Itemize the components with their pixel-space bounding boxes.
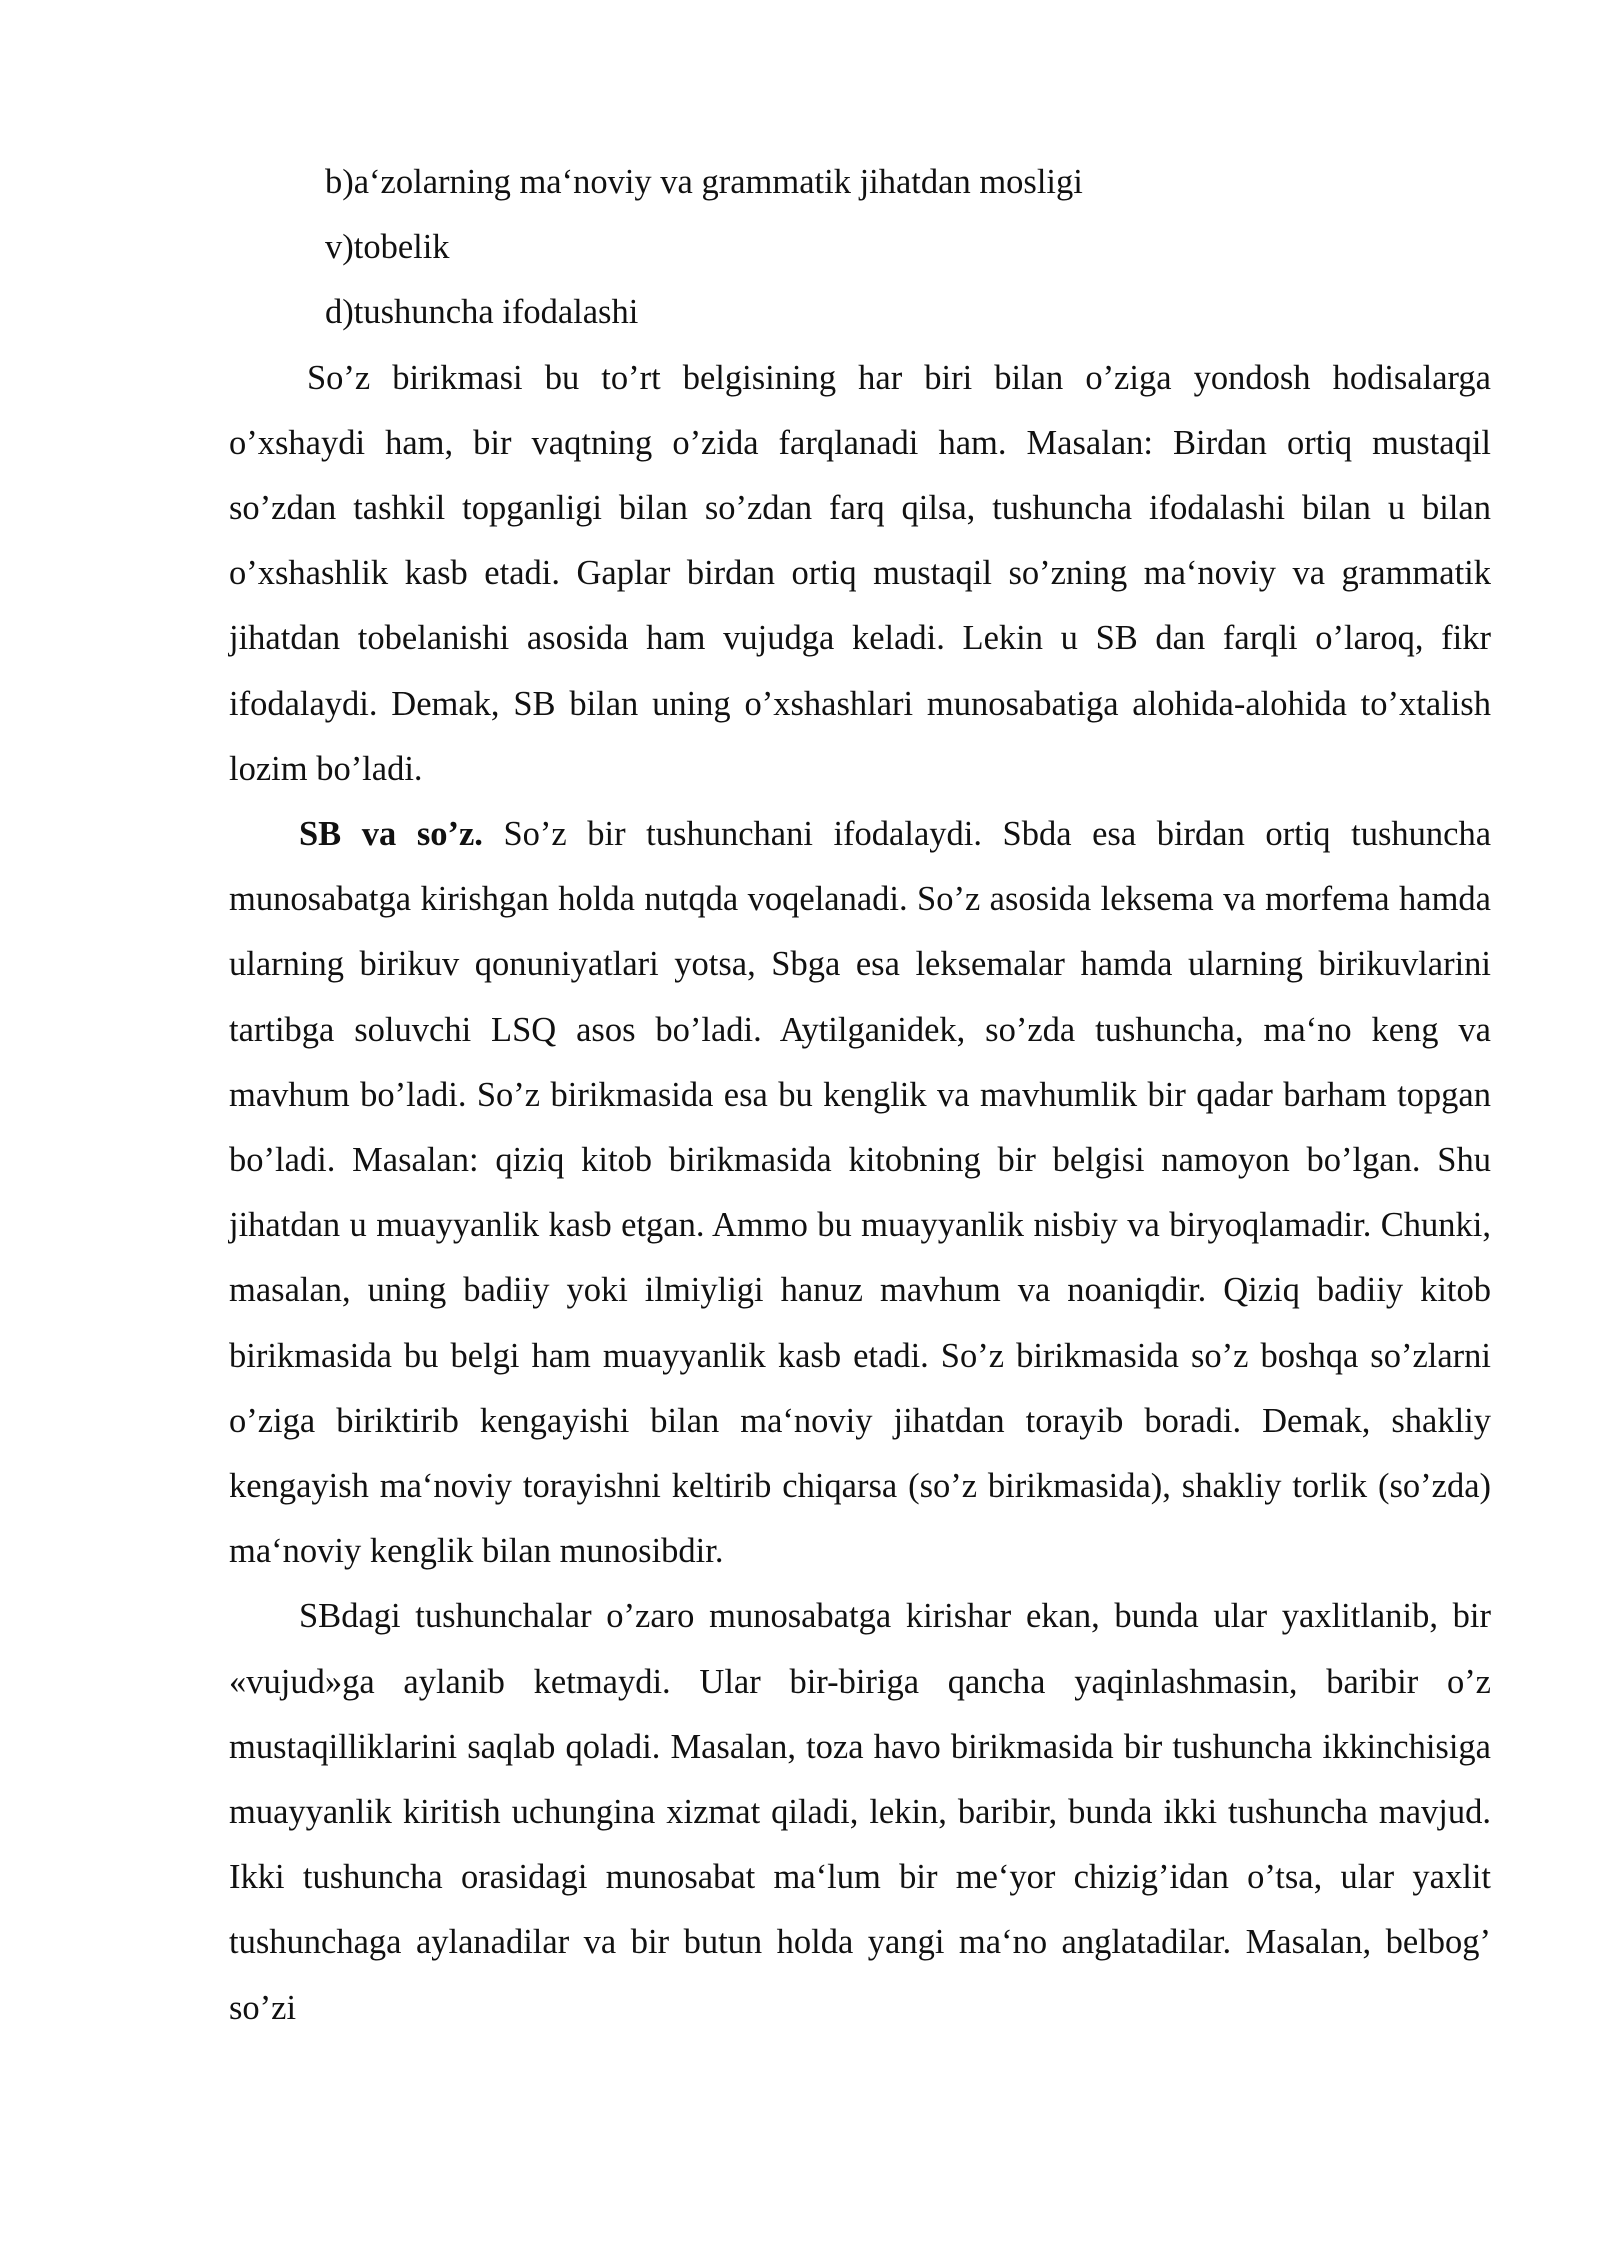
document-page <box>229 150 1491 2041</box>
paragraph-1: So’z birikmasi bu to’rt belgisining har biri bilan o’ziga yondosh hodisalarga o’xshaydi ham, bir vaqtning o’zida farqlanadi ham. Masalan: Birdan ortiq mustaqil so’zdan tashkil topganligi bilan so’zdan farq qilsa, tushuncha ifodalashi bilan u bilan o’xshashlik kasb etadi. Gaplar birdan ortiq mustaqil so’zning ma‘noviy va grammatik jihatdan tobelanishi asosida ham vujudga keladi. Lekin u SB dan farqli o’laroq, fikr ifodalaydi. Demak, SB bilan uning o’xshashlari munosabatiga alohida-alohida to’xtalish lozim bo’ladi. <box>229 358 1491 788</box>
paragraph-2-heading: SB va so’z. <box>299 815 483 854</box>
list-item-v: v)tobelik <box>325 228 450 267</box>
list-item-b: b)a‘zolarning ma‘noviy va grammatik jihatdan mosligi <box>325 163 1083 201</box>
paragraph-3: SBdagi tushunchalar o’zaro munosabatga kirishar ekan, bunda ular yaxlitlanib, bir «vujud»ga aylanib ketmaydi. Ular bir-biriga qancha yaqinlashmasin, baribir o’z mustaqilliklarini saqlab qoladi. Masalan, toza havo birikmasida bir tushuncha ikkinchisiga muayyanlik kiritish uchungina xizmat qiladi, lekin, baribir, bunda ikki tushuncha mavjud. Ikki tushuncha orasidagi munosabat ma‘lum bir me‘yor chizig’idan o’tsa, ular yaxlit tushunchaga aylanadilar va bir butun holda yangi ma‘no anglatadilar. Masalan, belbog’ so’zi <box>229 1597 1491 2027</box>
paragraph-2-body: So’z bir tushunchani ifodalaydi. Sbda esa birdan ortiq tushuncha munosabatga kirishgan holda nutqda voqelanadi. So’z asosida leksema va morfema hamda ularning birikuv qonuniyatlari yotsa, Sbga esa leksemalar hamda ularning birikuvlarini tartibga soluvchi LSQ asos bo’ladi. Aytilganidek, so’zda tushuncha, ma‘no keng va mavhum bo’ladi. So’z birikmasida esa bu kenglik va mavhumlik bir qadar barham topgan bo’ladi. Masalan: qiziq kitob birikmasida kitobning bir belgisi namoyon bo’lgan. Shu jihatdan u muayyanlik kasb etgan. Ammo bu muayyanlik nisbiy va biryoqlamadir. Chunki, masalan, uning badiiy yoki ilmiyligi hanuz mavhum va noaniqdir. Qiziq badiiy kitob birikmasida bu belgi ham muayyanlik kasb etadi. So’z birikmasida so’z boshqa so’zlarni o’ziga biriktirib kengayishi bilan ma‘noviy jihatdan torayib boradi. Demak, shakliy kengayish ma‘noviy torayishni keltirib chiqarsa (so’z birikmasida), shakliy torlik (so’zda) ma‘noviy kenglik bilan munosibdir. <box>229 815 1492 1571</box>
list-item-d: d)tushuncha ifodalashi <box>325 293 639 332</box>
paragraph-2 <box>229 802 1491 1584</box>
